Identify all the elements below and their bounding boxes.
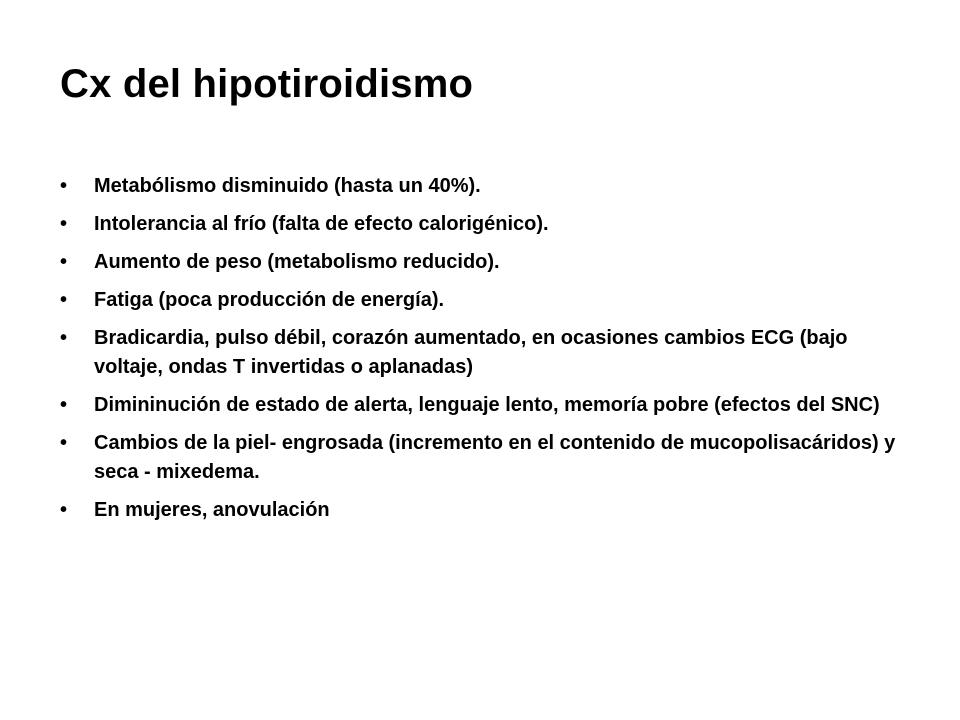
bullet-icon: • (60, 432, 68, 454)
bullet-item (60, 496, 920, 525)
bullet-icon: • (60, 251, 68, 273)
bullet-text: Intolerancia al frío (falta de efecto calorigénico). (94, 213, 549, 235)
slide-title: Cx del hipotiroidismo (60, 62, 474, 106)
bullet-item (60, 286, 920, 315)
bullet-item (60, 248, 920, 277)
bullet-text: En mujeres, anovulación (94, 499, 330, 521)
bullet-text: Aumento de peso (metabolismo reducido). (94, 251, 500, 273)
bullet-text: Bradicardia, pulso débil, corazón aumentado, en ocasiones cambios ECG (bajo voltaje, ondas T invertidas o aplanadas) (94, 327, 848, 378)
bullet-list (60, 172, 920, 534)
bullet-item (60, 391, 920, 420)
bullet-icon: • (60, 499, 68, 521)
bullet-item (60, 210, 920, 239)
bullet-text: Cambios de la piel- engrosada (incremento en el contenido de mucopolisacáridos) y seca - mixedema. (94, 432, 896, 483)
bullet-icon: • (60, 394, 68, 416)
bullet-item (60, 172, 920, 201)
bullet-item (60, 324, 920, 382)
bullet-icon: • (60, 327, 68, 349)
bullet-icon: • (60, 289, 68, 311)
bullet-icon: • (60, 213, 68, 235)
bullet-text: Fatiga (poca producción de energía). (94, 289, 445, 311)
bullet-text: Metabólismo disminuido (hasta un 40%). (94, 175, 481, 197)
bullet-text: Dimininución de estado de alerta, lenguaje lento, memoría pobre (efectos del SNC) (94, 394, 880, 416)
bullet-item (60, 429, 920, 487)
bullet-icon: • (60, 175, 68, 197)
